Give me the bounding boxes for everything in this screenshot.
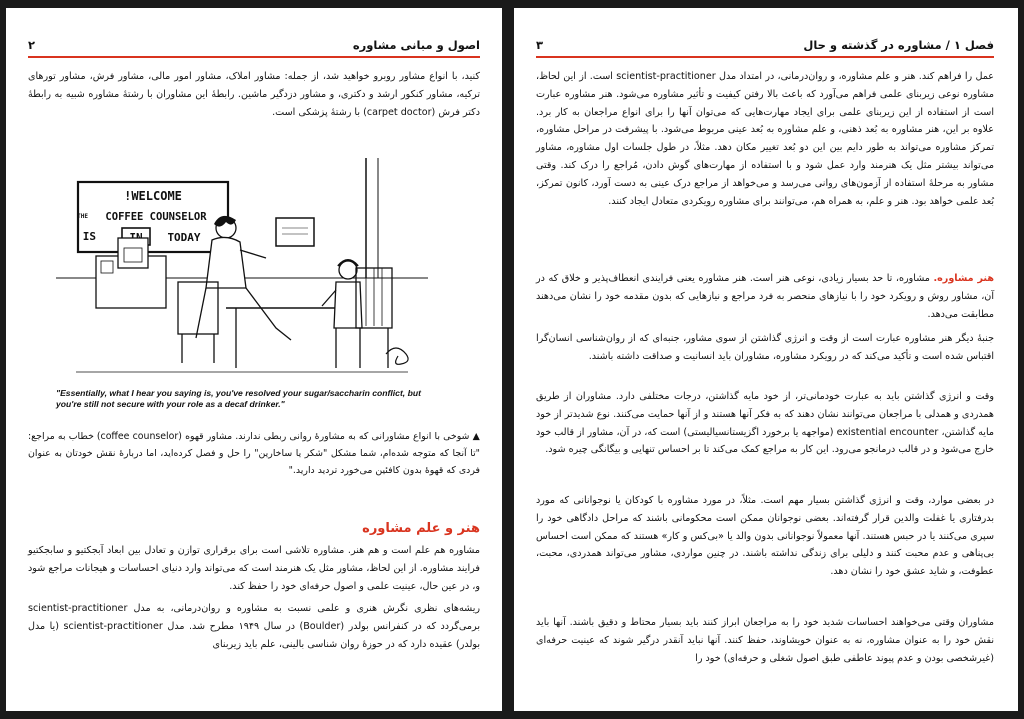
running-title: فصل ۱ / مشاوره در گذشته و حال bbox=[803, 38, 994, 52]
cartoon-caption: "Essentially, what I hear you saying is, you've resolved your sugar/saccharin conflict, but you're still not secure with your role as a decaf drinker." bbox=[56, 388, 421, 409]
paragraph-1: مشاوره هم علم است و هم هنر. مشاوره تلاشی است برای برقراری توازن و تعادل بین ابعاد آبجکتیو و سابجکتیو فرایند مشاوره. از این لحاظ، مشاور مثل یک هنرمند است که می‌تواند وارد دنیای احساسات و هیجانات مراجع شود و، در عین حال، عینیت علمی و اصول حرفه‌ای خود را حفظ کند. bbox=[28, 545, 480, 592]
sign-line-1: WELCOME! bbox=[124, 189, 182, 203]
sign-today: TODAY bbox=[167, 231, 201, 244]
sign-line-2: COFFEE COUNSELOR bbox=[105, 211, 207, 223]
paragraph-5: در بعضی موارد، وقت و انرژی گذاشتن بسیار مهم است. مثلاً، در مورد مشاوره با کودکان یا نوجوانانی که مورد بدرفتاری یا غفلت والدین قرار گرفته‌اند. بعضی نوجوانان ممکن است محکومانی باشند که مراحل دادگاهی خود را سپری می‌کنند یا در حبس هستند. آنها معمولاً نوجوانانی بدون والد یا «بی‌کس و کار» هستند که ممکن است احساس بی‌پناهی و عدم محبت کنند و دلیلی برای زندگی نداشته باشند. در چنین مواردی، مشاور می‌تواند همدردی، محبت، عطوفت، و شاید عشق خود را نشان دهد. bbox=[536, 495, 994, 578]
right-page-header bbox=[536, 38, 994, 58]
left-page bbox=[6, 8, 502, 711]
sign-is: IS bbox=[82, 230, 96, 243]
paragraph-4: وقت و انرژی گذاشتن باید به عبارت خودمانی‌تر، از خود مایه گذاشتن، درجات مختلفی دارد. مشاوران از طریق همدردی و همدلی با مراجعان می‌توانند نشان دهند که به فکر آنها هستند و از آنها حمایت می‌کنند. نوع شدیدتر از خود مایه گذاشتن، existential encounter (مواجهه یا برخورد اگزیستانسیالیستی) است که، در آن، مشاور از قالب خود خارج می‌شود و در قالب درمانجو می‌رود. این کار به مراجع کمک می‌کند تا بر احساس تنهایی و بیگانگی چیره شود. bbox=[536, 391, 995, 456]
running-title: اصول و مبانی مشاوره bbox=[352, 38, 480, 52]
figure-caption: ▲ شوخی با انواع مشاورانی که به مشاورهٔ روانی ربطی ندارند. مشاور قهوه (coffee counselor) خطاب به مراجع: "تا آنجا که متوجه شده‌ام، شما مشکل "شکر یا ساخارین" را حل و فصل کرده‌اید، اما دربارهٔ نقش خودتان به عنوان فردی که قهوهٔ بدون کافئین می‌خورد تردید دارید." bbox=[28, 431, 480, 476]
section-title-art-science: هنر و علم مشاوره bbox=[362, 521, 480, 536]
paragraph-1: عمل را فراهم کند. هنر و علم مشاوره، و روان‌درمانی، در امتداد مدل scientist-practitioner است. از این لحاظ، مشاوره نوعی زیربنای علمی فراهم می‌آورد که باعث بالا رفتن کیفیت و تأثیر مشاوره می‌شود. هنر مشاوره عبارت است از استفاده از این زیربنای علمی برای ایجاد مهارت‌هایی که می‌توان آنها را برای انواع مراجعان به کار برد. علاوه بر این، هنر مشاوره به بُعد ذهنی، و علم مشاوره به بُعد عینی مربوط می‌شود. با پیشرفت در مراحل مشاوره، تمرکز مشاوره می‌تواند به طور دایم بین این دو بُعد تغییر مکان دهد. مثلاً، در طول جلسات اول مشاوره، مشاور می‌تواند بیشتر مثل یک هنرمند وارد عمل شود و با استفاده از مهارت‌های گوش دادن، مُراجع را درک کند. وقتی مشاور به مرحلهٔ استفاده از آزمون‌های روانی می‌رسد و می‌خواهد از مراجع درک عینی به دست آورد، کانون تمرکز، بُعد علمی خواهد بود. هنر و علم، به همراه هم، می‌توانند برای مشاوره رویکردی متعادل ایجاد کنند. bbox=[536, 71, 994, 207]
paragraph-6: مشاوران وقتی می‌خواهند احساسات شدید خود را به مراجعان ابراز کنند باید بسیار محتاط و دقیق باشند. آنها باید نقش خود را به عنوان مشاوره، نه به عنوان خویشاوند، حفظ کنند. آنها نباید آنقدر درگیر شوند که عینیت حرفه‌ای (غیرشخصی بودن و عدم پیوند عاطفی طبق اصول شغلی و حرفه‌ای) خود را bbox=[536, 617, 994, 664]
paragraph-art-of-counseling bbox=[536, 270, 994, 323]
paragraph-3: جنبهٔ دیگر هنر مشاوره عبارت است از وقت و انرژی گذاشتن از سوی مشاور، جنبه‌ای که از روان‌شناسی انسان‌گرا اقتباس شده است و تأکید می‌کند که در رویکرد مشاوره، مشاوران باید انسانیت و صداقت داشته باشند. bbox=[536, 333, 994, 362]
intro-paragraph: کنید، با انواع مشاور روبرو خواهید شد، از جمله: مشاور املاک، مشاور امور مالی، مشاور فرش، مشاور تورهای ترکیه، مشاور کنکور ارشد و دکتری، و مشاور دزدگیر ماشین. رابطهٔ این مشاوران با رشتهٔ مشاوره شبیه به رابطهٔ دکتر فرش (carpet doctor) با رشتهٔ پزشکی است. bbox=[28, 71, 480, 118]
art-of-counseling-heading: هنر مشاوره. bbox=[933, 273, 994, 284]
sign-the: THE bbox=[77, 213, 88, 220]
paragraph-2: ریشه‌های نظری نگرش هنری و علمی نسبت به مشاوره و روان‌درمانی، به مدل scientist-practitioner برمی‌گردد که در کنفرانس بولدر (Boulder) در سال ۱۹۴۹ مطرح شد. مدل scientist-practitioner (یا مدل بولدر) عقیده دارد که در حوزهٔ روان شناسی بالینی، علم باید زیربنای bbox=[28, 603, 480, 650]
page-number: ۲ bbox=[28, 38, 36, 52]
paragraph-2-body: مشاوره، تا حد بسیار زیادی، نوعی هنر است. هنر مشاوره یعنی فرایندی انعطاف‌پذیر و خلاق که در آن، مشاور روش و رویکرد خود را با نیازهای منحصر به فرد مراجع و نیازهایی که بدون مقدمه خود را نشان می‌دهند مطابقت می‌دهد. bbox=[536, 273, 994, 320]
page-number: ۳ bbox=[536, 38, 544, 52]
right-page bbox=[514, 8, 1018, 711]
